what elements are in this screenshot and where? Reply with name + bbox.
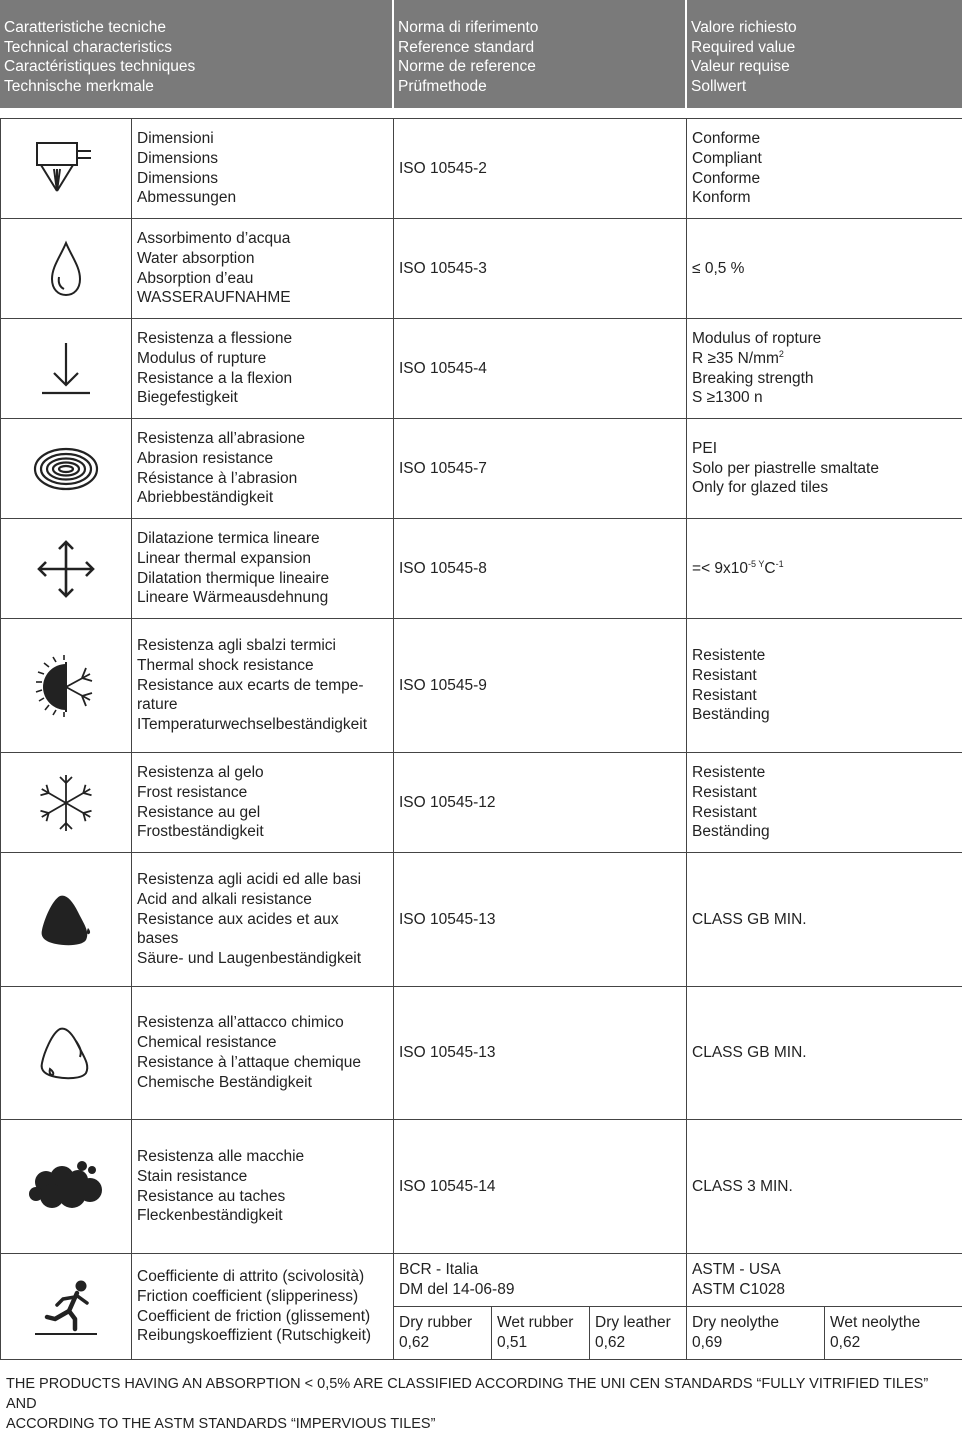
- value-line: Conforme: [692, 129, 962, 149]
- header-characteristics: [4, 0, 390, 108]
- water-drop-icon: [46, 239, 86, 299]
- label-de: Lineare Wärmeausdehnung: [137, 588, 393, 608]
- header-standard-it: Norma di riferimento: [398, 18, 684, 38]
- label-fr: Résistance à l’abrasion: [137, 469, 393, 489]
- label-it: Resistenza al gelo: [137, 763, 393, 783]
- astm-standard-cell: [687, 1254, 962, 1307]
- value-line: Beständing: [692, 822, 962, 842]
- bcr-name: BCR - Italia: [399, 1260, 686, 1280]
- standard-cell: ISO 10545-7: [394, 419, 687, 519]
- value-superscript: 2: [779, 349, 784, 359]
- table-row: [1, 987, 962, 1120]
- measure-value: 0,62: [595, 1333, 686, 1353]
- label-fr: Resistance au gel: [137, 803, 393, 823]
- abrasion-rings-icon: [31, 444, 101, 494]
- label-en: Water absorption: [137, 249, 393, 269]
- header-value-de: Sollwert: [691, 77, 959, 97]
- row-icon-cell: [1, 987, 132, 1120]
- label-de: Chemische Beständigkeit: [137, 1073, 393, 1093]
- value-line: [692, 559, 962, 579]
- label-de: Biegefestigkeit: [137, 388, 393, 408]
- value-line: Compliant: [692, 149, 962, 169]
- header-characteristics-it: Caratteristiche tecniche: [4, 18, 390, 38]
- label-en: Thermal shock resistance: [137, 656, 393, 676]
- label-fr: Dimensions: [137, 169, 393, 189]
- value-superscript: -5: [748, 558, 756, 568]
- label-it: Assorbimento d’acqua: [137, 229, 393, 249]
- label-fr-cont: rature: [137, 695, 393, 715]
- label-fr: Coefficient de friction (glissement): [137, 1307, 393, 1327]
- measure-value: 0,69: [692, 1333, 824, 1353]
- table-row: [1, 219, 962, 319]
- row-label-cell: [132, 1254, 394, 1360]
- row-icon-cell: [1, 1254, 132, 1360]
- header-value-fr: Valeur requise: [691, 57, 959, 77]
- chemical-drop-icon: [36, 1023, 96, 1083]
- astm-code: ASTM C1028: [692, 1280, 962, 1300]
- label-it: Resistenza agli sbalzi termici: [137, 636, 393, 656]
- label-it: Resistenza all’attacco chimico: [137, 1013, 393, 1033]
- header-characteristics-en: Technical characteristics: [4, 38, 390, 58]
- value-text: R ≥35 N/mm: [692, 350, 779, 367]
- value-superscript: Y: [756, 558, 764, 568]
- value-line: S ≥1300 n: [692, 388, 962, 408]
- label-en: Friction coefficient (slipperiness): [137, 1287, 393, 1307]
- measure-value: 0,51: [497, 1333, 589, 1353]
- row-icon-cell: [1, 753, 132, 853]
- row-icon-cell: [1, 319, 132, 419]
- label-fr: Resistance à l’attaque chemique: [137, 1053, 393, 1073]
- stain-cloud-icon: [26, 1160, 106, 1214]
- row-label-cell: [132, 1120, 394, 1254]
- label-it: Resistenza alle macchie: [137, 1147, 393, 1167]
- value-line: Resistente: [692, 646, 962, 666]
- header-value-en: Required value: [691, 38, 959, 58]
- label-it: Dilatazione termica lineare: [137, 529, 393, 549]
- row-label-cell: [132, 419, 394, 519]
- value-line: PEI: [692, 439, 962, 459]
- row-label-cell: [132, 619, 394, 753]
- measure-cell-wet-neolythe: [825, 1307, 962, 1360]
- row-label-cell: [132, 753, 394, 853]
- header-standard-de: Prüfmethode: [398, 77, 684, 97]
- label-en: Dimensions: [137, 149, 393, 169]
- label-fr: Dilatation thermique lineaire: [137, 569, 393, 589]
- header-value: [691, 0, 959, 108]
- standard-cell: ISO 10545-13: [394, 987, 687, 1120]
- standard-cell: ISO 10545-4: [394, 319, 687, 419]
- table-row: [1, 753, 962, 853]
- expansion-arrows-icon: [36, 539, 96, 599]
- value-line: CLASS 3 MIN.: [692, 1177, 962, 1197]
- standard-cell: ISO 10545-12: [394, 753, 687, 853]
- table-row: [1, 853, 962, 987]
- value-cell: [687, 1120, 962, 1254]
- label-de: Reibungskoeffizient (Rutschigkeit): [137, 1326, 393, 1346]
- measure-label: Dry leather: [595, 1313, 686, 1333]
- value-line: Resistant: [692, 666, 962, 686]
- header-divider: [685, 0, 687, 108]
- label-fr: Resistance aux acides et aux: [137, 910, 393, 930]
- value-line: Konform: [692, 188, 962, 208]
- header-standard-en: Reference standard: [398, 38, 684, 58]
- value-cell: [687, 853, 962, 987]
- acid-drop-icon: [36, 890, 96, 950]
- table-row: [1, 519, 962, 619]
- value-cell: [687, 619, 962, 753]
- value-line: CLASS GB MIN.: [692, 910, 962, 930]
- label-de: Frostbeständigkeit: [137, 822, 393, 842]
- measure-label: Dry neolythe: [692, 1313, 824, 1333]
- label-it: Resistenza a flessione: [137, 329, 393, 349]
- measure-label: Wet rubber: [497, 1313, 589, 1333]
- label-en: Frost resistance: [137, 783, 393, 803]
- standard-cell: ISO 10545-13: [394, 853, 687, 987]
- value-cell: [687, 319, 962, 419]
- row-icon-cell: [1, 1120, 132, 1254]
- label-en: Acid and alkali resistance: [137, 890, 393, 910]
- label-en: Stain resistance: [137, 1167, 393, 1187]
- table-row: [1, 1254, 962, 1307]
- value-cell: [687, 119, 962, 219]
- label-de: Säure- und Laugenbeständigkeit: [137, 949, 393, 969]
- label-de: Fleckenbeständigkeit: [137, 1206, 393, 1226]
- value-text: =< 9x10: [692, 560, 748, 577]
- sun-snow-icon: [34, 654, 98, 718]
- label-fr: Absorption d’eau: [137, 269, 393, 289]
- measure-value: 0,62: [399, 1333, 491, 1353]
- value-cell: [687, 219, 962, 319]
- value-line: [692, 349, 962, 369]
- label-de: Abmessungen: [137, 188, 393, 208]
- label-fr: Resistance a la flexion: [137, 369, 393, 389]
- label-en: Chemical resistance: [137, 1033, 393, 1053]
- measure-label: Wet neolythe: [830, 1313, 962, 1333]
- header-characteristics-de: Technische merkmale: [4, 77, 390, 97]
- value-cell: [687, 419, 962, 519]
- row-icon-cell: [1, 119, 132, 219]
- header-characteristics-fr: Caractéristiques techniques: [4, 57, 390, 77]
- footer-line: THE PRODUCTS HAVING AN ABSORPTION < 0,5% ARE CLASSIFIED ACCORDING THE UNI CEN STANDARDS “FULLY VITRIFIED TILES” AND: [6, 1375, 956, 1415]
- label-it: Resistenza all’abrasione: [137, 429, 393, 449]
- row-label-cell: [132, 987, 394, 1120]
- label-en: Linear thermal expansion: [137, 549, 393, 569]
- value-line: Conforme: [692, 169, 962, 189]
- value-cell: [687, 753, 962, 853]
- table-row: [1, 619, 962, 753]
- value-line: Resistente: [692, 763, 962, 783]
- value-unit: C: [764, 560, 775, 577]
- label-de: Abriebbeständigkeit: [137, 488, 393, 508]
- table-row: [1, 419, 962, 519]
- measure-value: 0,62: [830, 1333, 962, 1353]
- standard-cell: ISO 10545-2: [394, 119, 687, 219]
- value-line: Only for glazed tiles: [692, 478, 962, 498]
- label-fr: Resistance aux ecarts de tempe-: [137, 676, 393, 696]
- row-icon-cell: [1, 853, 132, 987]
- value-cell: [687, 987, 962, 1120]
- value-line: Modulus of ropture: [692, 329, 962, 349]
- bcr-decree: DM del 14-06-89: [399, 1280, 686, 1300]
- down-arrow-load-icon: [36, 339, 96, 399]
- caliper-dimensions-icon: [33, 139, 99, 199]
- table-row: [1, 319, 962, 419]
- row-icon-cell: [1, 619, 132, 753]
- row-label-cell: [132, 853, 394, 987]
- header-value-it: Valore richiesto: [691, 18, 959, 38]
- label-it: Resistenza agli acidi ed alle basi: [137, 870, 393, 890]
- value-line: Resistant: [692, 803, 962, 823]
- snowflake-icon: [36, 771, 96, 835]
- label-it: Dimensioni: [137, 129, 393, 149]
- standard-cell: ISO 10545-9: [394, 619, 687, 753]
- slipping-person-icon: [31, 1277, 101, 1337]
- astm-name: ASTM - USA: [692, 1260, 962, 1280]
- measure-label: Dry rubber: [399, 1313, 491, 1333]
- label-en: Abrasion resistance: [137, 449, 393, 469]
- label-it: Coefficiente di attrito (scivolosità): [137, 1267, 393, 1287]
- row-icon-cell: [1, 219, 132, 319]
- label-en: Modulus of rupture: [137, 349, 393, 369]
- table-row: [1, 119, 962, 219]
- value-cell: [687, 519, 962, 619]
- measure-cell-dry-neolythe: [687, 1307, 825, 1360]
- measure-cell-wet-rubber: [492, 1307, 590, 1360]
- header-standard: [398, 0, 684, 108]
- row-label-cell: [132, 219, 394, 319]
- label-de: WASSERAUFNAHME: [137, 288, 393, 308]
- row-label-cell: [132, 519, 394, 619]
- header-standard-fr: Norme de reference: [398, 57, 684, 77]
- value-line: Resistant: [692, 783, 962, 803]
- label-de: ITemperaturwechselbeständigkeit: [137, 715, 393, 735]
- table-row: [1, 1120, 962, 1254]
- label-fr-cont: bases: [137, 929, 393, 949]
- standard-cell: ISO 10545-8: [394, 519, 687, 619]
- value-line: Solo per piastrelle smaltate: [692, 459, 962, 479]
- row-label-cell: [132, 319, 394, 419]
- value-line: Resistant: [692, 686, 962, 706]
- value-line: ≤ 0,5 %: [692, 259, 962, 279]
- measure-cell-dry-rubber: [394, 1307, 492, 1360]
- value-line: Breaking strength: [692, 369, 962, 389]
- row-icon-cell: [1, 519, 132, 619]
- header-divider: [392, 0, 394, 108]
- table-header: [0, 0, 962, 108]
- standard-cell: ISO 10545-3: [394, 219, 687, 319]
- row-label-cell: [132, 119, 394, 219]
- footer-line: ACCORDING TO THE ASTM STANDARDS “IMPERVIOUS TILES”: [6, 1415, 956, 1434]
- standard-cell: ISO 10545-14: [394, 1120, 687, 1254]
- value-line: CLASS GB MIN.: [692, 1043, 962, 1063]
- footer-note: [6, 1375, 956, 1434]
- bcr-standard-cell: [394, 1254, 687, 1307]
- spec-table: [0, 118, 962, 1360]
- measure-cell-dry-leather: [590, 1307, 687, 1360]
- value-line: Beständing: [692, 705, 962, 725]
- value-superscript: -1: [776, 558, 784, 568]
- label-fr: Resistance au taches: [137, 1187, 393, 1207]
- row-icon-cell: [1, 419, 132, 519]
